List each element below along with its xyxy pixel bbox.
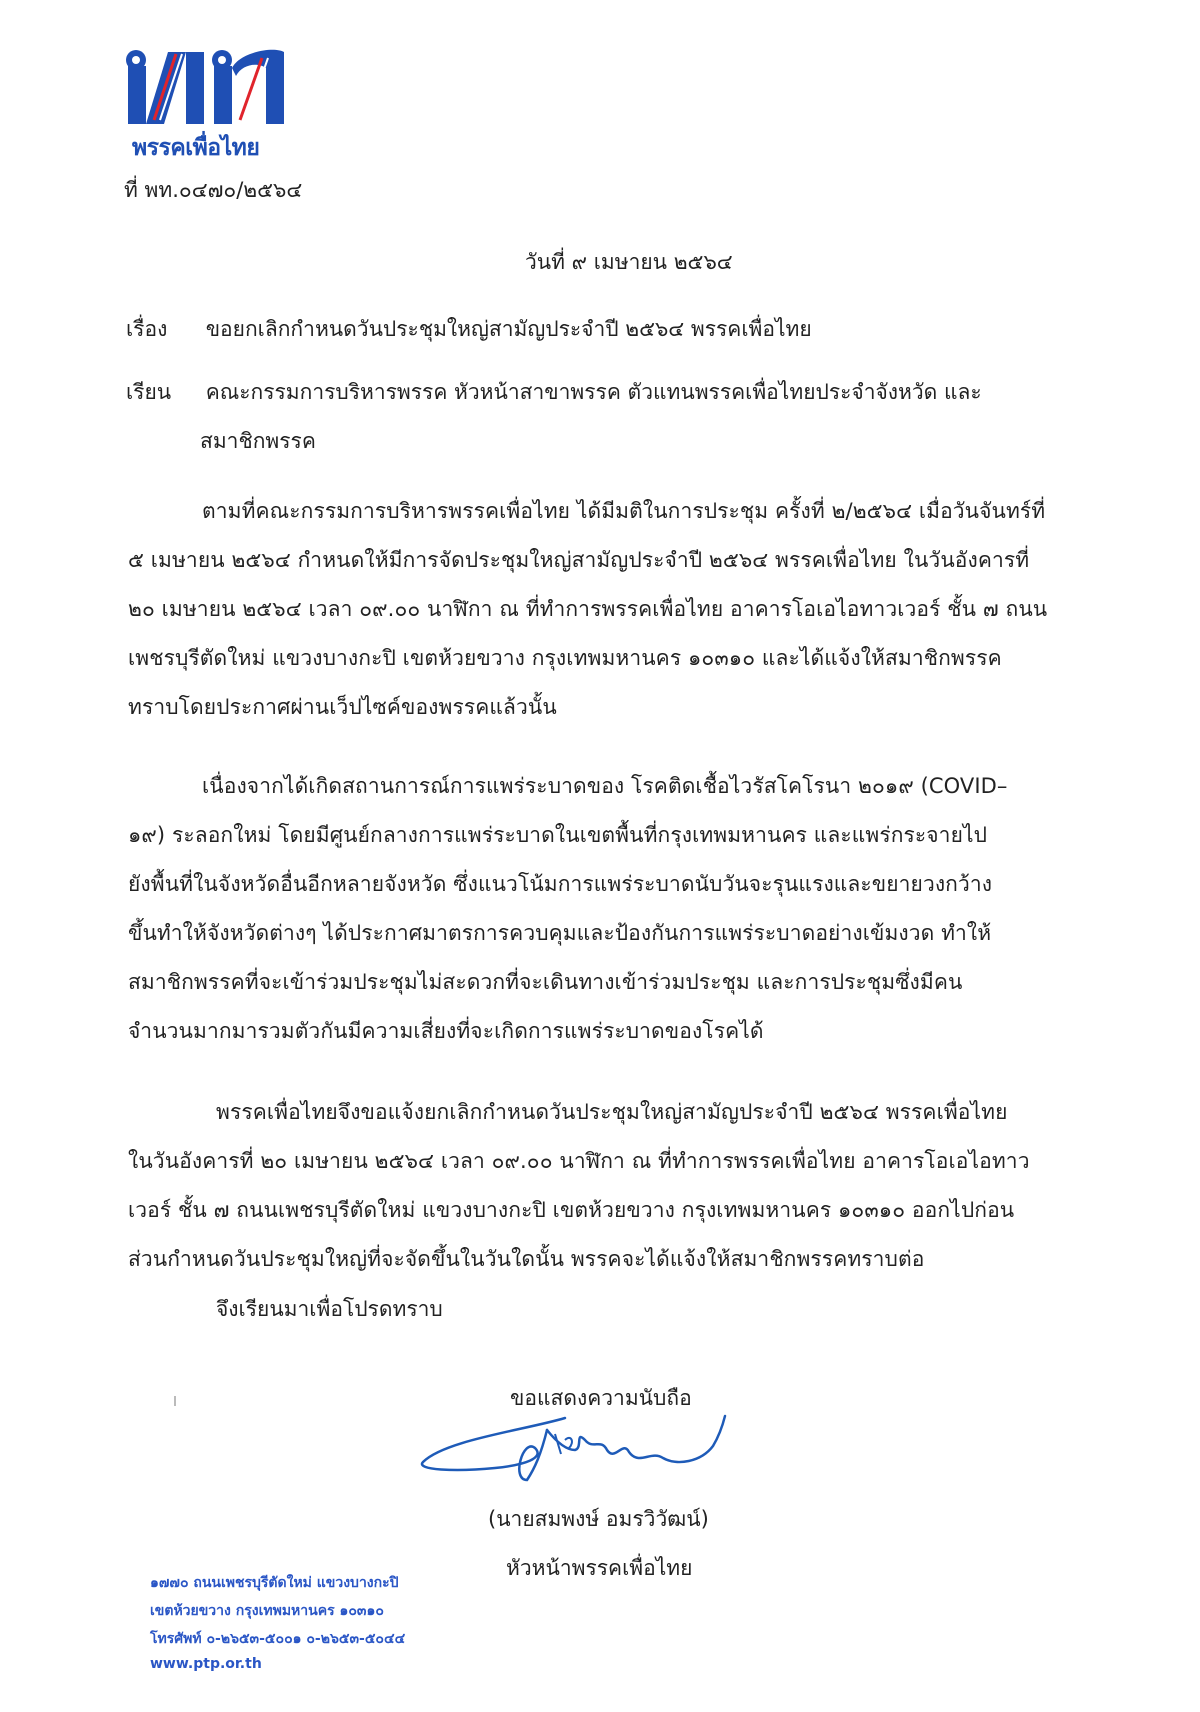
pheu-thai-logo-icon xyxy=(124,46,304,128)
paragraph-line: สมาชิกพรรคที่จะเข้าร่วมประชุมไม่สะดวกที่จะเดินทางเข้าร่วมประชุม และการประชุมซึ่งมีคน xyxy=(128,970,963,994)
subject-label: เรื่อง xyxy=(126,317,168,341)
paragraph-line: เวอร์ ชั้น ๗ ถนนเพชรบุรีตัดใหม่ แขวงบางกะปิ เขตห้วยขวาง กรุงเทพมหานคร ๑๐๓๑๐ ออกไปก่อน xyxy=(128,1198,1015,1222)
paragraph-line: เนื่องจากได้เกิดสถานการณ์การแพร่ระบาดของ โรคติดเชื้อไวรัสโคโรนา ๒๐๑๙ (COVID– xyxy=(202,774,1008,798)
paragraph-line: พรรคเพื่อไทยจึงขอแจ้งยกเลิกกำหนดวันประชุมใหญ่สามัญประจำปี ๒๕๖๔ พรรคเพื่อไทย xyxy=(216,1100,1008,1124)
paragraph-line: เพชรบุรีตัดใหม่ แขวงบางกะปิ เขตห้วยขวาง กรุงเทพมหานคร ๑๐๓๑๐ และได้แจ้งให้สมาชิกพรรค xyxy=(128,646,1002,670)
paragraph-line: ๒๐ เมษายน ๒๕๖๔ เวลา ๐๙.๐๐ นาฬิกา ณ ที่ทำการพรรคเพื่อไทย อาคารโอเอไอทาวเวอร์ ชั้น ๗ ถนน xyxy=(128,597,1048,621)
signer-name: (นายสมพงษ์ อมรวิวัฒน์) xyxy=(488,1507,709,1531)
party-name-logo-text: พรรคเพื่อไทย xyxy=(132,135,260,161)
paragraph-line: ตามที่คณะกรรมการบริหารพรรคเพื่อไทย ได้มีมติในการประชุม ครั้งที่ ๒/๒๕๖๔ เมื่อวันจันทร์ที่ xyxy=(202,499,1046,523)
footer-website-link[interactable]: www.ptp.or.th xyxy=(150,1656,262,1672)
paragraph-line: ๕ เมษายน ๒๕๖๔ กำหนดให้มีการจัดประชุมใหญ่สามัญประจำปี ๒๕๖๔ พรรคเพื่อไทย ในวันอังคารที่ xyxy=(128,548,1030,572)
scan-mark xyxy=(174,1396,176,1406)
reference-number: ที่ พท.๐๔๗๐/๒๕๖๔ xyxy=(124,178,303,202)
footer-address-line-2: เขตห้วยขวาง กรุงเทพมหานคร ๑๐๓๑๐ xyxy=(150,1603,384,1619)
party-logo xyxy=(120,46,310,161)
subject-text: ขอยกเลิกกำหนดวันประชุมใหญ่สามัญประจำปี ๒๕๖๔ พรรคเพื่อไทย xyxy=(205,317,812,341)
recipient-label: เรียน xyxy=(126,380,172,404)
recipient-text-continued: สมาชิกพรรค xyxy=(200,429,316,453)
recipient-text: คณะกรรมการบริหารพรรค หัวหน้าสาขาพรรค ตัวแทนพรรคเพื่อไทยประจำจังหวัด และ xyxy=(205,380,982,404)
footer-phone: โทรศัพท์ ๐-๒๖๕๓-๕๐๐๑ ๐-๒๖๕๓-๕๐๔๔ xyxy=(150,1631,406,1647)
paragraph-line: ๑๙) ระลอกใหม่ โดยมีศูนย์กลางการแพร่ระบาดในเขตพื้นที่กรุงเทพมหานคร และแพร่กระจายไป xyxy=(128,823,988,847)
paragraph-line: ส่วนกำหนดวันประชุมใหญ่ที่จะจัดขึ้นในวันใดนั้น พรรคจะได้แจ้งให้สมาชิกพรรคทราบต่อ xyxy=(128,1247,925,1271)
salutation: ขอแสดงความนับถือ xyxy=(510,1386,692,1410)
paragraph-line: ยังพื้นที่ในจังหวัดอื่นอีกหลายจังหวัด ซึ่งแนวโน้มการแพร่ระบาดนับวันจะรุนแรงและขยายวงกว้าง xyxy=(128,872,993,896)
paragraph-line: จำนวนมากมารวมตัวกันมีความเสี่ยงที่จะเกิดการแพร่ระบาดของโรคได้ xyxy=(128,1019,764,1043)
paragraph-line: ในวันอังคารที่ ๒๐ เมษายน ๒๕๖๔ เวลา ๐๙.๐๐ นาฬิกา ณ ที่ทำการพรรคเพื่อไทย อาคารโอเอไอทาว xyxy=(128,1149,1030,1173)
document-date: วันที่ ๙ เมษายน ๒๕๖๔ xyxy=(525,250,733,274)
recipient-row xyxy=(126,376,982,409)
closing-statement: จึงเรียนมาเพื่อโปรดทราบ xyxy=(216,1297,443,1321)
subject-row xyxy=(126,313,812,346)
paragraph-line: ขึ้นทำให้จังหวัดต่างๆ ได้ประกาศมาตรการควบคุมและป้องกันการแพร่ระบาดอย่างเข้มงวด ทำให้ xyxy=(128,921,992,945)
signer-title: หัวหน้าพรรคเพื่อไทย xyxy=(506,1556,693,1580)
footer-address-line-1: ๑๗๗๐ ถนนเพชรบุรีตัดใหม่ แขวงบางกะปิ xyxy=(150,1575,399,1591)
signature-icon xyxy=(415,1410,735,1490)
paragraph-line: ทราบโดยประกาศผ่านเว็ปไซค์ของพรรคแล้วนั้น xyxy=(128,695,557,719)
